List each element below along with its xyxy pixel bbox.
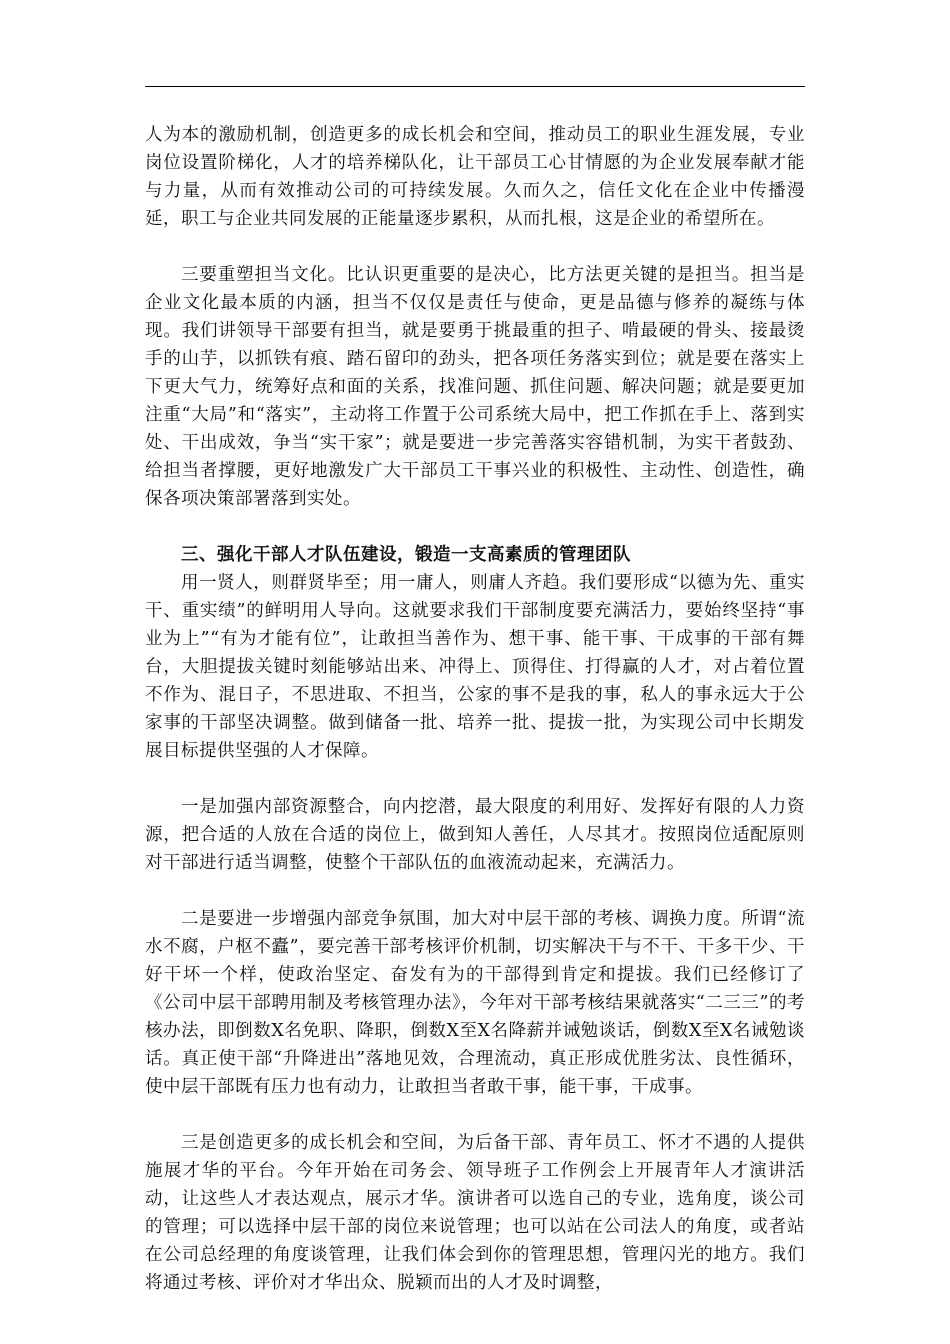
paragraph-incentive-continued: 人为本的激励机制，创造更多的成长机会和空间，推动员工的职业生涯发展，专业岗位设置阶梯化，人才的培养梯队化，让干部员工心甘情愿的为企业发展奉献才能与力量，从而有效推动公司的可持续发展。久而久之，信任文化在企业中传播漫延，职工与企业共同发展的正能量逐步累积，从而扎根，这是企业的希望所在。 xyxy=(145,125,805,229)
paragraph-growth-opportunities: 三是创造更多的成长机会和空间，为后备干部、青年员工、怀才不遇的人提供施展才华的平台。今年开始在司务会、领导班子工作例会上开展青年人才演讲活动，让这些人才表达观点，展示才华。演讲者可以选自己的专业，选角度，谈公司的管理；可以选择中层干部的岗位来说管理；也可以站在公司法人的角度，或者站在公司总经理的角度谈管理，让我们体会到你的管理思想，管理闪光的地方。我们将通过考核、评价对才华出众、脱颖而出的人才及时调整， xyxy=(145,1133,805,1293)
paragraph-talent-orientation: 用一贤人，则群贤毕至；用一庸人，则庸人齐趋。我们要形成“以德为先、重实干、重实绩”的鲜明用人导向。这就要求我们干部制度要充满活力，要始终坚持“事业为上”“有为才能有位”，让敢担当善作为、想干事、能干事、干成事的干部有舞台，大胆提拔关键时刻能够站出来、冲得上、顶得住、打得赢的人才，对占着位置不作为、混日子，不思进取、不担当，公家的事不是我的事，私人的事永远大于公家事的干部坚决调整。做到储备一批、培养一批、提拔一批，为实现公司中长期发展目标提供坚强的人才保障。 xyxy=(145,573,805,761)
paragraph-resource-integration: 一是加强内部资源整合，向内挖潜，最大限度的利用好、发挥好有限的人力资源，把合适的人放在合适的岗位上，做到知人善任，人尽其才。按照岗位适配原则对干部进行适当调整，使整个干部队伍的血液流动起来，充满活力。 xyxy=(145,797,805,873)
paragraph-competition: 二是要进一步增强内部竞争氛围，加大对中层干部的考核、调换力度。所谓“流水不腐，户枢不蠹”，要完善干部考核评价机制，切实解决干与不干、干多干少、干好干坏一个样，使政治坚定、奋发有为的干部得到肯定和提拔。我们已经修订了《公司中层干部聘用制及考核管理办法》，今年对干部考核结果就落实“二三三”的考核办法，即倒数X名免职、降职，倒数X至X名降薪并诫勉谈话，倒数X至X名诫勉谈话。真正使干部“升降进出”落地见效，合理流动，真正形成优胜劣汰、良性循环，使中层干部既有压力也有动力，让敢担当者敢干事，能干事，干成事。 xyxy=(145,909,805,1097)
paragraph-responsibility-culture: 三要重塑担当文化。比认识更重要的是决心，比方法更关键的是担当。担当是企业文化最本质的内涵，担当不仅仅是责任与使命，更是品德与修养的凝练与体现。我们讲领导干部要有担当，就是要勇于挑最重的担子、啃最硬的骨头、接最烫手的山芋，以抓铁有痕、踏石留印的劲头，把各项任务落实到位；就是要在落实上下更大气力，统筹好点和面的关系，找准问题、抓住问题、解决问题；就是要更加注重“大局”和“落实”，主动将工作置于公司系统大局中，把工作抓在手上、落到实处、干出成效，争当“实干家”；就是要进一步完善落实容错机制，为实干者鼓劲、给担当者撑腰，更好地激发广大干部员工干事兴业的积极性、主动性、创造性，确保各项决策部署落到实处。 xyxy=(145,265,805,509)
section-heading: 三、强化干部人才队伍建设，锻造一支高素质的管理团队 xyxy=(181,545,631,565)
header-rule xyxy=(145,86,805,87)
document-body xyxy=(145,121,805,1297)
